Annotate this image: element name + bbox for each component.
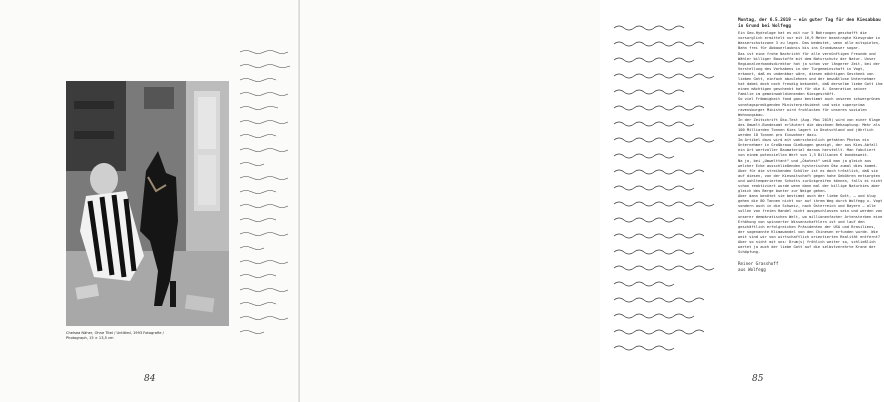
letter-signature <box>738 261 884 272</box>
signature-name: Reiner Grasshoff <box>738 261 779 267</box>
right-page <box>300 0 883 402</box>
photo-caption: Chelsea Näher, Ohne Titel / Untitled, 1993 Fotografie / Photograph, 15 × 13,5 cm <box>66 331 164 340</box>
letter-paragraph: Na ja, bei „Umwelttant“ und „Ökotest“ weiß man ja gleich aus welcher Ecke ausschließenden hysterischen Öko zumal dies kommt. <box>738 158 878 168</box>
handwriting-image <box>238 46 298 346</box>
letter-paragraph: Aber für die streikenden Schüler ist es doch tröstlich, daß sie auf diesen, von der Kiesmitschaft gegen hohe Gebühren entsorgten und wohltemperierten Schotts zurückgreifen können, falls ei nicht schon reaktiviert wurde wenn dann mal der billige Naturkies aber gleich des Berge bunter zur Neige gehen. <box>738 168 883 194</box>
letter-paragraph: So viel Frömmigkeit fand ganz bestimmt auch unseren schwergrünen sonntagspredigenden Ministerpräsident und sein superprima ravensburger Minister wird frohlocken für unseren sozialen Wohnungsbau. <box>738 97 881 117</box>
letter-paragraph: Ein Geo-Hydrologe hat es mit nur 5 Bohrungen geschafft die vorsorglich ermittelt nur mit 16,9 Meter beantragte Kiesgrube in Wasserschutzzone 3 zu legen. Das bedeutet, wenn alle mitspielen, Bahn frei für Abbauerlaubnis bis ins Grundwasser sogar. <box>738 31 881 51</box>
artwork-photograph <box>66 81 229 326</box>
letter-paragraph: Aber so nicht mit uns: Drum(s) fröhlich weiter so, schließlich wartet ja auch der liebe Gott auf die selbstverehrte Krone der Schöpfung. <box>738 240 876 255</box>
letter-paragraph: Aber dann benötet sie bestimmt auch der liebe Gott, … und klug gehen die 80 Tonnen nicht nur auf ihrem Weg durch Wolfegg u. Vogt sondern auch in die Schweiz, nach Österreich und Bayern – alle sollen von freien Handel nicht ausgeschlossen sein und werden von unserer demokratischen Welt, wo millionenfacher Artensterben eine Erhöhung von spinnerter Wissenschaftlern ist und lauf den geschäftlich erfolgreichen Präsidenten der USA und Brasiliens, der sogenannte Klimawandel von den Chinesen erfunden wurde. Wie weit sind wir von wirtschaftlich orientierten Realität entfernt? <box>738 194 883 239</box>
page-number-right: 85 <box>752 374 764 384</box>
handwritten-text-continued <box>238 46 298 346</box>
page-number-left: 84 <box>144 374 156 384</box>
letter-paragraph: Im Artikel dazu wird mit wahrscheinlich gefakten Photos ein Unternehmer in Großbrauo Gießungen gezeigt, der aus Kies-Abfall ein Art wertvoller Baumaterial daraus herstellt. Man fabuliert von einem potenziellen Wert von 1,3 Billionen € bundesweit. <box>738 138 878 158</box>
typewritten-letter <box>738 18 884 358</box>
photo-image <box>66 81 229 326</box>
letter-heading: Montag, der 6.5.2019 – ein guter Tag für den Kiesabbau in Grund bei Wolfegg <box>738 18 881 29</box>
letter-paragraph: Das ist eine frohe Nachricht für alle vernünftigen Freunde und Wähler billiger Baustoffe mit dem Naturschutz der Natur. Unser Regionalverbandsdirektor hat ja schon vor längerer Zeit, bei der Vorstellung des Vorhabens in der Turgemeinschaft in Vogt, erkannt, daß es undenkbar wäre, diesen mächtigen Geschenk von lieben Gott, einfach abzulehnen und der bewußtlose Unternehmer hat dabei doch noch freudig bekundet, daß derselbe liebe Gott ihm einen mächtigen geschenkt hat für die 4. Generation seiner Familie im gemeinwohldienenden Kiesgeschäft. <box>738 51 883 97</box>
handwriting-image <box>612 18 728 356</box>
letter-paragraph: In der Zeitschrift Öko-Test (Aug. Mai 2019) wird von einer Klage des Umwelt-Bundesamt erläutert die obszönen Behauptung: Mehr als 100 Milliarden Tonnen Kies lagert in Deutschland und jährlich werden 18 Tonnen pro Einwohner dazu. <box>738 117 881 138</box>
left-page <box>0 0 300 402</box>
signature-place: aus Wolfegg <box>738 266 766 272</box>
handwritten-letter <box>612 18 728 356</box>
